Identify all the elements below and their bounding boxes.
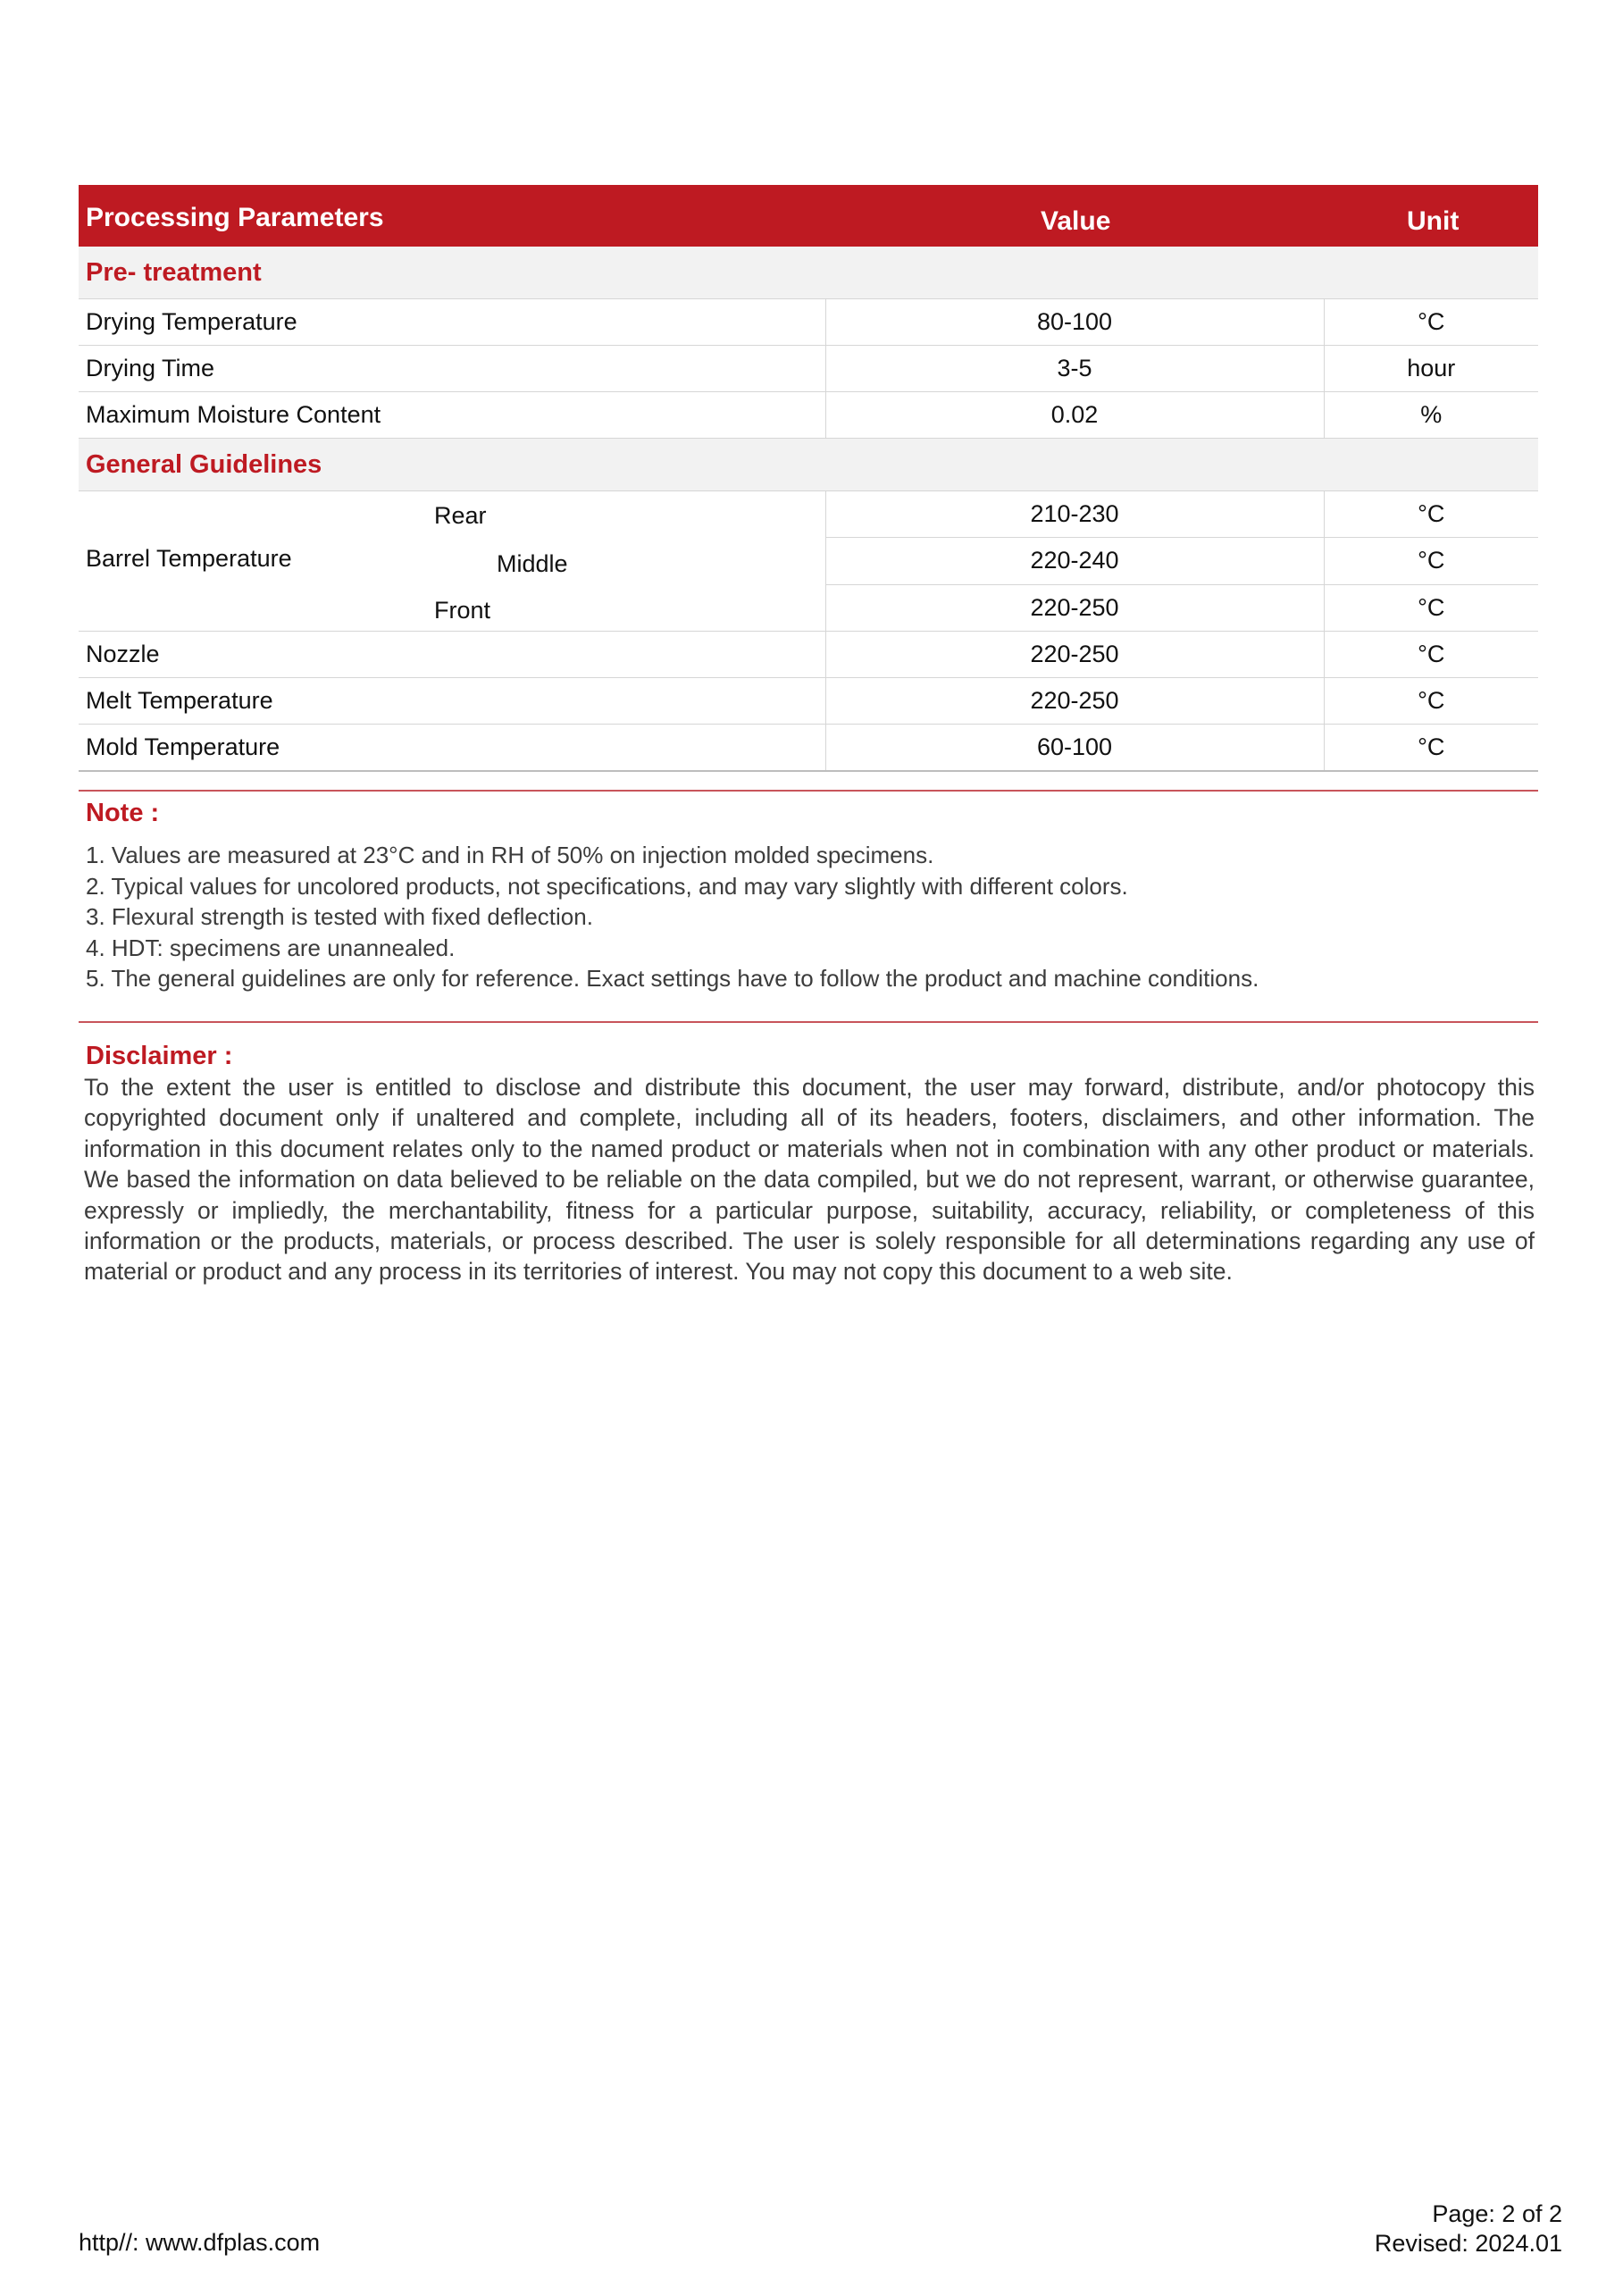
row-unit: % [1324, 392, 1538, 439]
note-title: Note : [86, 799, 160, 827]
table-header [79, 185, 1538, 247]
table-row [79, 491, 1538, 538]
header-unit: Unit [1407, 206, 1460, 236]
page-number: Page: 2 of 2 [1432, 2200, 1562, 2227]
section-pretreatment: Pre- treatment [79, 247, 1538, 299]
processing-table [79, 185, 1538, 772]
row-name: Drying Temperature [79, 299, 825, 346]
footer-url: http//: www.dfplas.com [79, 2229, 321, 2256]
table-row [79, 299, 1538, 346]
row-value: 220-250 [825, 584, 1324, 631]
note-item: 1. Values are measured at 23°C and in RH of 50% on injection molded specimens. [86, 842, 934, 868]
barrel-label: Barrel Temperature [86, 545, 292, 572]
disclaimer-divider [79, 1021, 1538, 1023]
pretreatment-table [79, 299, 1538, 439]
row-name: Nozzle [79, 632, 825, 678]
row-value: 3-5 [825, 346, 1324, 392]
row-unit: hour [1324, 346, 1538, 392]
row-unit: °C [1324, 299, 1538, 346]
row-name: Mold Temperature [79, 725, 825, 772]
row-value: 220-250 [825, 632, 1324, 678]
disclaimer-text: To the extent the user is entitled to disclose and distribute this document, the user may forward, distribute, and/or photocopy this copyrighted document only if unaltered and complete, including all of its headers, footers, disclaimers, and other information. The information in this document relates only to the named product or materials when not in combination with any other product or materials. We based the information on data believed to be reliable on the data compiled, but we do not represent, warrant, or otherwise guarantee, expressly or impliedly, the merchantability, fitness for a particular purpose, suitability, accuracy, reliability, or completeness of this information or the products, materials, or process described. The user is solely responsible for all determinations regarding any use of material or product and any process in its territories of interest. You may not copy this document to a web site. [84, 1074, 1535, 1286]
row-unit: °C [1324, 491, 1538, 538]
row-unit: °C [1324, 725, 1538, 772]
row-value: 0.02 [825, 392, 1324, 439]
note-item: 4. HDT: specimens are unannealed. [86, 934, 456, 961]
row-value: 220-250 [825, 678, 1324, 725]
guidelines-table [79, 491, 1538, 772]
row-unit: °C [1324, 632, 1538, 678]
header-value: Value [1041, 206, 1111, 236]
row-value: 210-230 [825, 491, 1324, 538]
table-row [79, 392, 1538, 439]
zone-front: Front [434, 597, 491, 624]
row-name: Melt Temperature [79, 678, 825, 725]
note-item: 5. The general guidelines are only for reference. Exact settings have to follow the product and machine conditions. [86, 965, 1259, 992]
disclaimer-title: Disclaimer : [86, 1042, 233, 1070]
row-unit: °C [1324, 538, 1538, 584]
row-value: 80-100 [825, 299, 1324, 346]
row-value: 220-240 [825, 538, 1324, 584]
table-row [79, 725, 1538, 772]
table-row [79, 632, 1538, 678]
footer-page-info [1375, 2200, 1562, 2258]
row-unit: °C [1324, 584, 1538, 631]
zone-rear: Rear [434, 502, 487, 529]
barrel-cell [79, 491, 825, 632]
row-name: Maximum Moisture Content [79, 392, 825, 439]
header-param: Processing Parameters [86, 203, 384, 232]
note-item: 2. Typical values for uncolored products, not specifications, and may vary slightly with different colors. [86, 872, 1128, 900]
section-guidelines: General Guidelines [79, 439, 1538, 491]
row-unit: °C [1324, 678, 1538, 725]
row-name: Drying Time [79, 346, 825, 392]
table-row [79, 346, 1538, 392]
row-value: 60-100 [825, 725, 1324, 772]
table-row [79, 678, 1538, 725]
revision-date: Revised: 2024.01 [1374, 2230, 1562, 2257]
note-divider [79, 790, 1538, 792]
zone-middle: Middle [497, 550, 568, 577]
note-list [86, 840, 1515, 994]
note-item: 3. Flexural strength is tested with fixed deflection. [86, 903, 593, 930]
